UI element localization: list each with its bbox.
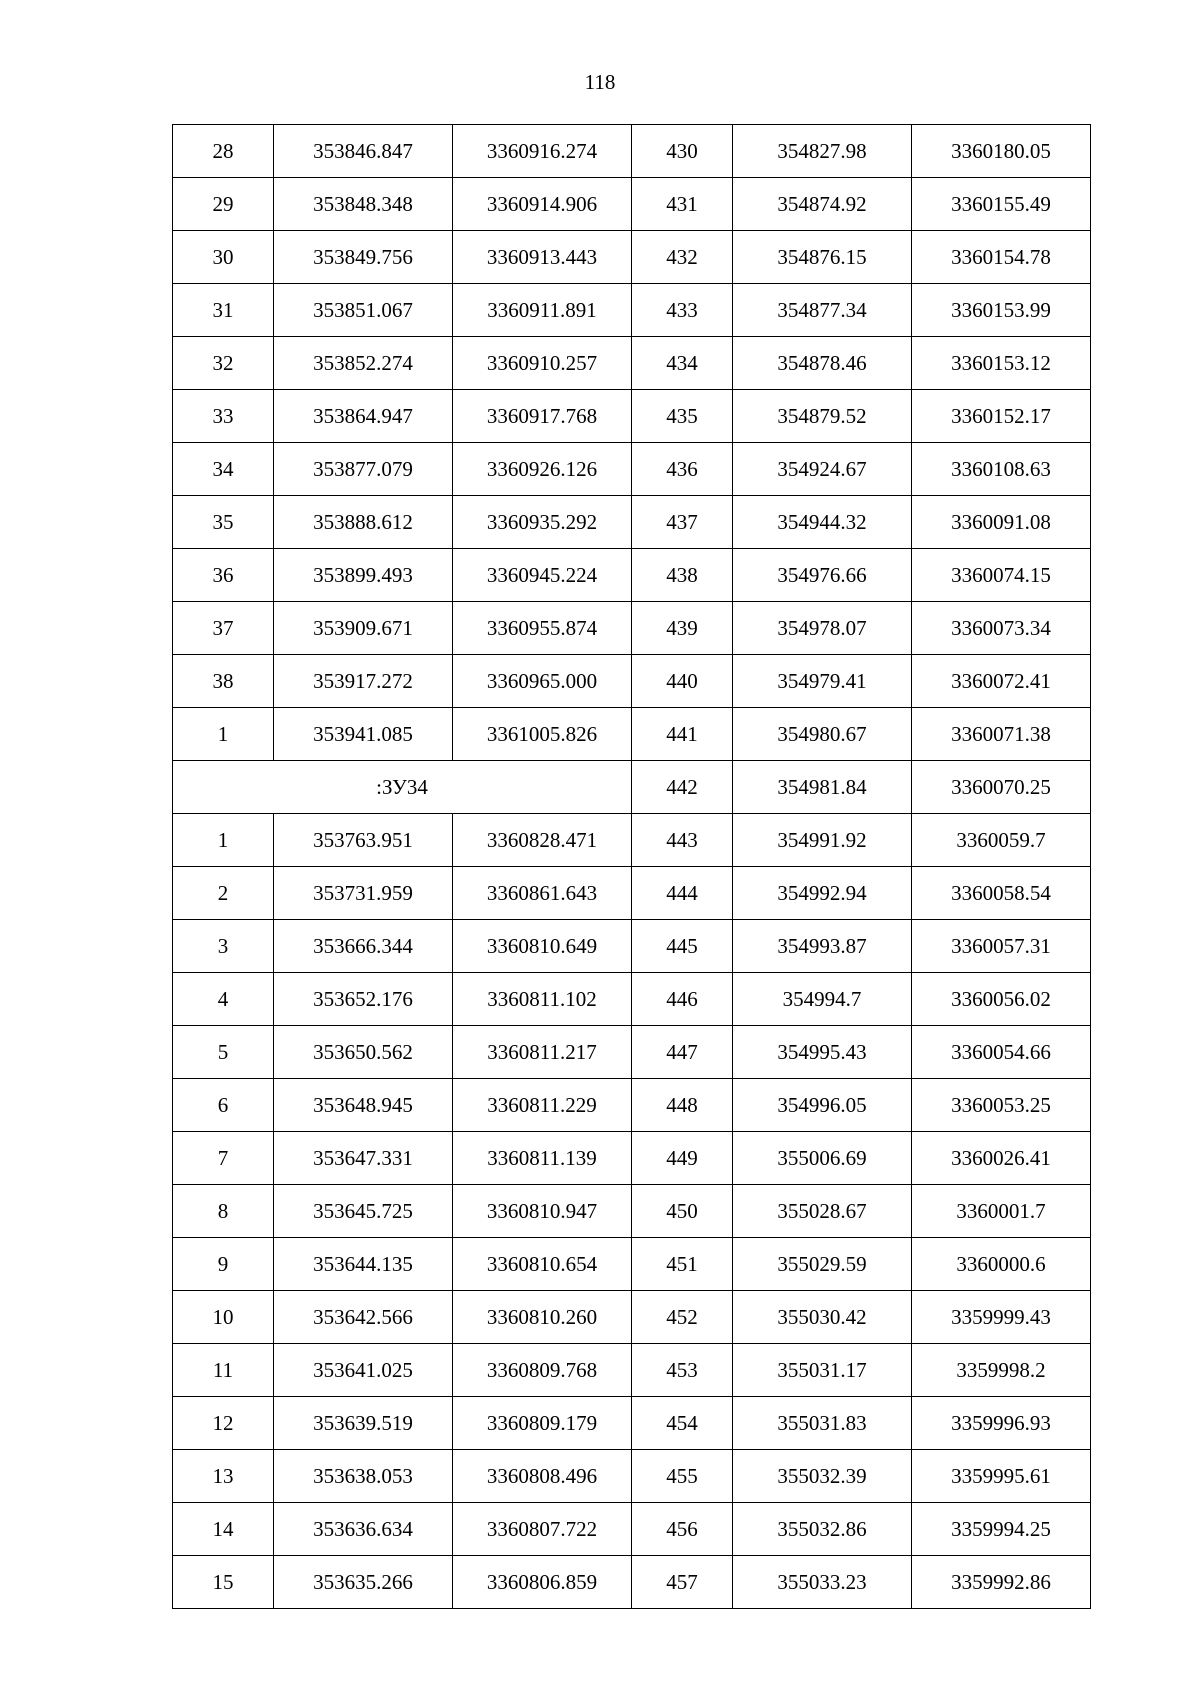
table-row xyxy=(173,1344,1091,1397)
point-number-cell-right: 431 xyxy=(632,178,733,231)
y-coordinate-cell-right: 3360056.02 xyxy=(912,973,1091,1026)
section-label-cell: :ЗУ34 xyxy=(173,761,632,814)
y-coordinate-cell-right: 3360073.34 xyxy=(912,602,1091,655)
x-coordinate-cell: 353888.612 xyxy=(274,496,453,549)
point-number-cell: 9 xyxy=(173,1238,274,1291)
x-coordinate-cell: 353899.493 xyxy=(274,549,453,602)
x-coordinate-cell: 353909.671 xyxy=(274,602,453,655)
point-number-cell: 6 xyxy=(173,1079,274,1132)
x-coordinate-cell: 353638.053 xyxy=(274,1450,453,1503)
point-number-cell-right: 445 xyxy=(632,920,733,973)
table-row xyxy=(173,1291,1091,1344)
y-coordinate-cell: 3360955.874 xyxy=(453,602,632,655)
x-coordinate-cell-right: 354994.7 xyxy=(733,973,912,1026)
point-number-cell: 36 xyxy=(173,549,274,602)
table-row xyxy=(173,1026,1091,1079)
x-coordinate-cell-right: 354976.66 xyxy=(733,549,912,602)
point-number-cell: 3 xyxy=(173,920,274,973)
x-coordinate-cell: 353635.266 xyxy=(274,1556,453,1609)
point-number-cell: 34 xyxy=(173,443,274,496)
x-coordinate-cell: 353647.331 xyxy=(274,1132,453,1185)
y-coordinate-cell: 3360914.906 xyxy=(453,178,632,231)
x-coordinate-cell: 353852.274 xyxy=(274,337,453,390)
table-row xyxy=(173,284,1091,337)
x-coordinate-cell-right: 355032.86 xyxy=(733,1503,912,1556)
x-coordinate-cell: 353917.272 xyxy=(274,655,453,708)
y-coordinate-cell-right: 3359998.2 xyxy=(912,1344,1091,1397)
y-coordinate-cell: 3360811.229 xyxy=(453,1079,632,1132)
y-coordinate-cell-right: 3360074.15 xyxy=(912,549,1091,602)
x-coordinate-cell-right: 354979.41 xyxy=(733,655,912,708)
coordinates-table xyxy=(172,124,1091,1609)
point-number-cell-right: 434 xyxy=(632,337,733,390)
point-number-cell-right: 449 xyxy=(632,1132,733,1185)
y-coordinate-cell: 3361005.826 xyxy=(453,708,632,761)
point-number-cell-right: 444 xyxy=(632,867,733,920)
y-coordinate-cell: 3360811.139 xyxy=(453,1132,632,1185)
point-number-cell-right: 451 xyxy=(632,1238,733,1291)
point-number-cell-right: 454 xyxy=(632,1397,733,1450)
point-number-cell: 32 xyxy=(173,337,274,390)
x-coordinate-cell-right: 354827.98 xyxy=(733,125,912,178)
point-number-cell-right: 442 xyxy=(632,761,733,814)
coordinates-table-body xyxy=(173,125,1091,1609)
table-row xyxy=(173,496,1091,549)
y-coordinate-cell: 3360910.257 xyxy=(453,337,632,390)
point-number-cell-right: 435 xyxy=(632,390,733,443)
y-coordinate-cell-right: 3360108.63 xyxy=(912,443,1091,496)
point-number-cell: 5 xyxy=(173,1026,274,1079)
point-number-cell-right: 455 xyxy=(632,1450,733,1503)
x-coordinate-cell-right: 354991.92 xyxy=(733,814,912,867)
point-number-cell: 10 xyxy=(173,1291,274,1344)
point-number-cell: 38 xyxy=(173,655,274,708)
y-coordinate-cell: 3360965.000 xyxy=(453,655,632,708)
table-row xyxy=(173,655,1091,708)
table-row xyxy=(173,231,1091,284)
point-number-cell: 11 xyxy=(173,1344,274,1397)
y-coordinate-cell: 3360935.292 xyxy=(453,496,632,549)
point-number-cell-right: 439 xyxy=(632,602,733,655)
table-row xyxy=(173,1132,1091,1185)
point-number-cell-right: 456 xyxy=(632,1503,733,1556)
point-number-cell: 1 xyxy=(173,814,274,867)
y-coordinate-cell-right: 3359999.43 xyxy=(912,1291,1091,1344)
x-coordinate-cell-right: 354981.84 xyxy=(733,761,912,814)
x-coordinate-cell-right: 355031.83 xyxy=(733,1397,912,1450)
table-row xyxy=(173,1238,1091,1291)
x-coordinate-cell: 353648.945 xyxy=(274,1079,453,1132)
y-coordinate-cell-right: 3359992.86 xyxy=(912,1556,1091,1609)
x-coordinate-cell: 353644.135 xyxy=(274,1238,453,1291)
x-coordinate-cell-right: 354995.43 xyxy=(733,1026,912,1079)
y-coordinate-cell-right: 3359995.61 xyxy=(912,1450,1091,1503)
x-coordinate-cell: 353645.725 xyxy=(274,1185,453,1238)
point-number-cell: 33 xyxy=(173,390,274,443)
y-coordinate-cell-right: 3360026.41 xyxy=(912,1132,1091,1185)
point-number-cell-right: 450 xyxy=(632,1185,733,1238)
x-coordinate-cell-right: 354877.34 xyxy=(733,284,912,337)
x-coordinate-cell-right: 354980.67 xyxy=(733,708,912,761)
y-coordinate-cell: 3360861.643 xyxy=(453,867,632,920)
section-row xyxy=(173,761,1091,814)
y-coordinate-cell: 3360828.471 xyxy=(453,814,632,867)
x-coordinate-cell-right: 354924.67 xyxy=(733,443,912,496)
point-number-cell-right: 446 xyxy=(632,973,733,1026)
table-row xyxy=(173,602,1091,655)
x-coordinate-cell: 353652.176 xyxy=(274,973,453,1026)
y-coordinate-cell-right: 3360053.25 xyxy=(912,1079,1091,1132)
point-number-cell-right: 438 xyxy=(632,549,733,602)
y-coordinate-cell-right: 3360091.08 xyxy=(912,496,1091,549)
point-number-cell: 31 xyxy=(173,284,274,337)
x-coordinate-cell: 353642.566 xyxy=(274,1291,453,1344)
y-coordinate-cell: 3360810.947 xyxy=(453,1185,632,1238)
y-coordinate-cell: 3360945.224 xyxy=(453,549,632,602)
point-number-cell-right: 436 xyxy=(632,443,733,496)
x-coordinate-cell-right: 355028.67 xyxy=(733,1185,912,1238)
x-coordinate-cell-right: 354944.32 xyxy=(733,496,912,549)
table-row xyxy=(173,125,1091,178)
y-coordinate-cell-right: 3359996.93 xyxy=(912,1397,1091,1450)
point-number-cell-right: 430 xyxy=(632,125,733,178)
y-coordinate-cell: 3360911.891 xyxy=(453,284,632,337)
table-row xyxy=(173,920,1091,973)
y-coordinate-cell: 3360807.722 xyxy=(453,1503,632,1556)
x-coordinate-cell: 353846.847 xyxy=(274,125,453,178)
point-number-cell: 12 xyxy=(173,1397,274,1450)
point-number-cell-right: 443 xyxy=(632,814,733,867)
point-number-cell-right: 452 xyxy=(632,1291,733,1344)
x-coordinate-cell-right: 354978.07 xyxy=(733,602,912,655)
x-coordinate-cell-right: 355033.23 xyxy=(733,1556,912,1609)
point-number-cell: 28 xyxy=(173,125,274,178)
y-coordinate-cell-right: 3360153.99 xyxy=(912,284,1091,337)
x-coordinate-cell: 353636.634 xyxy=(274,1503,453,1556)
x-coordinate-cell: 353849.756 xyxy=(274,231,453,284)
point-number-cell-right: 448 xyxy=(632,1079,733,1132)
x-coordinate-cell: 353941.085 xyxy=(274,708,453,761)
point-number-cell-right: 441 xyxy=(632,708,733,761)
y-coordinate-cell-right: 3360000.6 xyxy=(912,1238,1091,1291)
y-coordinate-cell-right: 3360155.49 xyxy=(912,178,1091,231)
table-row xyxy=(173,549,1091,602)
y-coordinate-cell: 3360808.496 xyxy=(453,1450,632,1503)
table-row xyxy=(173,337,1091,390)
point-number-cell: 4 xyxy=(173,973,274,1026)
point-number-cell: 7 xyxy=(173,1132,274,1185)
y-coordinate-cell: 3360806.859 xyxy=(453,1556,632,1609)
x-coordinate-cell-right: 354874.92 xyxy=(733,178,912,231)
table-row xyxy=(173,1079,1091,1132)
x-coordinate-cell: 353666.344 xyxy=(274,920,453,973)
y-coordinate-cell: 3360811.102 xyxy=(453,973,632,1026)
table-row xyxy=(173,390,1091,443)
y-coordinate-cell-right: 3359994.25 xyxy=(912,1503,1091,1556)
point-number-cell-right: 453 xyxy=(632,1344,733,1397)
table-row xyxy=(173,814,1091,867)
point-number-cell: 37 xyxy=(173,602,274,655)
y-coordinate-cell-right: 3360180.05 xyxy=(912,125,1091,178)
table-row xyxy=(173,1397,1091,1450)
point-number-cell-right: 457 xyxy=(632,1556,733,1609)
y-coordinate-cell-right: 3360153.12 xyxy=(912,337,1091,390)
y-coordinate-cell-right: 3360072.41 xyxy=(912,655,1091,708)
point-number-cell: 8 xyxy=(173,1185,274,1238)
point-number-cell: 13 xyxy=(173,1450,274,1503)
point-number-cell: 1 xyxy=(173,708,274,761)
y-coordinate-cell: 3360809.179 xyxy=(453,1397,632,1450)
x-coordinate-cell-right: 355031.17 xyxy=(733,1344,912,1397)
table-row xyxy=(173,1503,1091,1556)
x-coordinate-cell: 353848.348 xyxy=(274,178,453,231)
y-coordinate-cell: 3360913.443 xyxy=(453,231,632,284)
point-number-cell: 35 xyxy=(173,496,274,549)
page-number: 118 xyxy=(584,70,616,94)
table-row xyxy=(173,1556,1091,1609)
y-coordinate-cell-right: 3360054.66 xyxy=(912,1026,1091,1079)
table-row xyxy=(173,178,1091,231)
x-coordinate-cell-right: 354879.52 xyxy=(733,390,912,443)
x-coordinate-cell: 353864.947 xyxy=(274,390,453,443)
x-coordinate-cell-right: 355032.39 xyxy=(733,1450,912,1503)
x-coordinate-cell-right: 355029.59 xyxy=(733,1238,912,1291)
y-coordinate-cell: 3360809.768 xyxy=(453,1344,632,1397)
y-coordinate-cell: 3360917.768 xyxy=(453,390,632,443)
x-coordinate-cell-right: 354993.87 xyxy=(733,920,912,973)
y-coordinate-cell: 3360811.217 xyxy=(453,1026,632,1079)
x-coordinate-cell-right: 355030.42 xyxy=(733,1291,912,1344)
y-coordinate-cell-right: 3360070.25 xyxy=(912,761,1091,814)
point-number-cell: 15 xyxy=(173,1556,274,1609)
x-coordinate-cell: 353639.519 xyxy=(274,1397,453,1450)
table-row xyxy=(173,1185,1091,1238)
y-coordinate-cell: 3360926.126 xyxy=(453,443,632,496)
y-coordinate-cell-right: 3360071.38 xyxy=(912,708,1091,761)
x-coordinate-cell-right: 354878.46 xyxy=(733,337,912,390)
y-coordinate-cell: 3360810.260 xyxy=(453,1291,632,1344)
x-coordinate-cell: 353731.959 xyxy=(274,867,453,920)
x-coordinate-cell-right: 354992.94 xyxy=(733,867,912,920)
point-number-cell: 2 xyxy=(173,867,274,920)
table-row xyxy=(173,973,1091,1026)
y-coordinate-cell: 3360916.274 xyxy=(453,125,632,178)
y-coordinate-cell-right: 3360154.78 xyxy=(912,231,1091,284)
table-row xyxy=(173,708,1091,761)
y-coordinate-cell-right: 3360058.54 xyxy=(912,867,1091,920)
y-coordinate-cell: 3360810.654 xyxy=(453,1238,632,1291)
point-number-cell-right: 432 xyxy=(632,231,733,284)
x-coordinate-cell: 353763.951 xyxy=(274,814,453,867)
y-coordinate-cell-right: 3360057.31 xyxy=(912,920,1091,973)
point-number-cell-right: 440 xyxy=(632,655,733,708)
point-number-cell: 30 xyxy=(173,231,274,284)
y-coordinate-cell-right: 3360152.17 xyxy=(912,390,1091,443)
x-coordinate-cell-right: 354996.05 xyxy=(733,1079,912,1132)
x-coordinate-cell: 353877.079 xyxy=(274,443,453,496)
y-coordinate-cell-right: 3360001.7 xyxy=(912,1185,1091,1238)
point-number-cell: 29 xyxy=(173,178,274,231)
x-coordinate-cell-right: 355006.69 xyxy=(733,1132,912,1185)
point-number-cell-right: 437 xyxy=(632,496,733,549)
table-row xyxy=(173,1450,1091,1503)
y-coordinate-cell: 3360810.649 xyxy=(453,920,632,973)
table-row xyxy=(173,443,1091,496)
x-coordinate-cell: 353851.067 xyxy=(274,284,453,337)
x-coordinate-cell: 353641.025 xyxy=(274,1344,453,1397)
point-number-cell-right: 433 xyxy=(632,284,733,337)
point-number-cell: 14 xyxy=(173,1503,274,1556)
y-coordinate-cell-right: 3360059.7 xyxy=(912,814,1091,867)
table-row xyxy=(173,867,1091,920)
point-number-cell-right: 447 xyxy=(632,1026,733,1079)
x-coordinate-cell: 353650.562 xyxy=(274,1026,453,1079)
x-coordinate-cell-right: 354876.15 xyxy=(733,231,912,284)
